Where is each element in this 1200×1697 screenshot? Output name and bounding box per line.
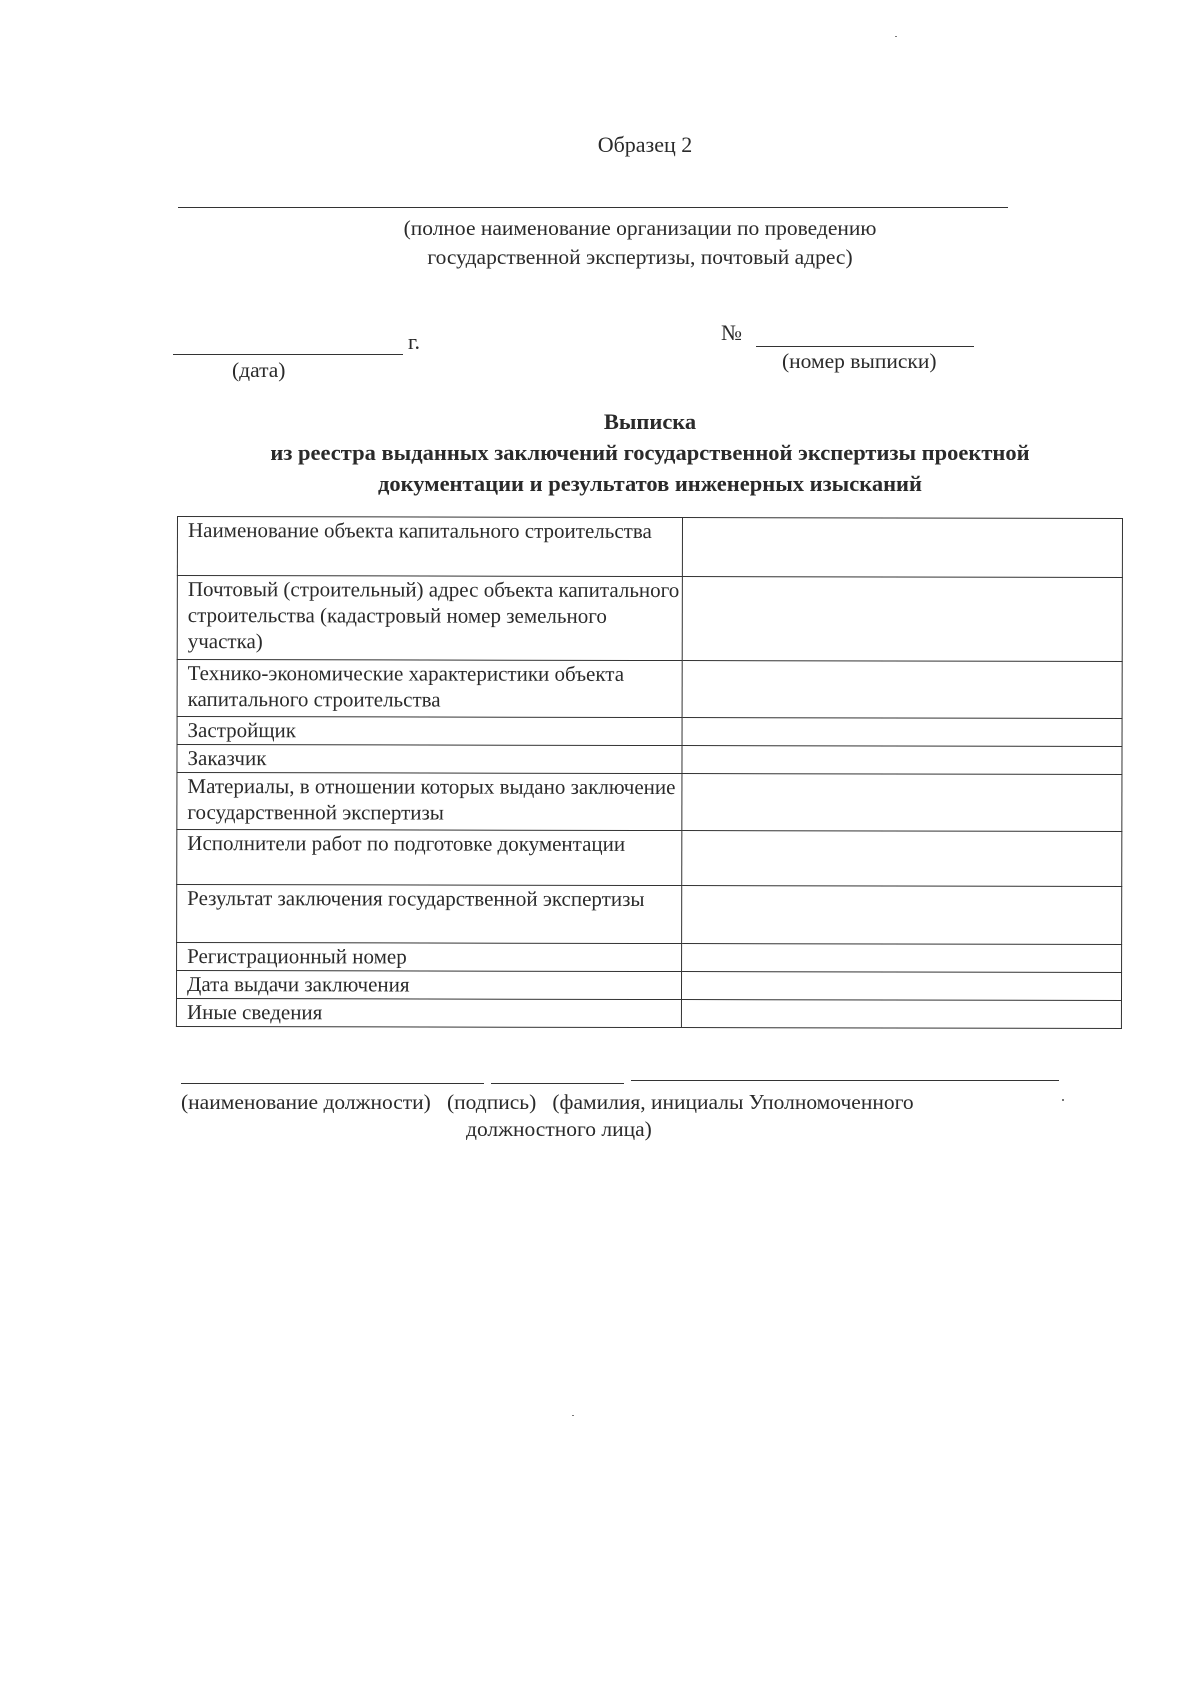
position-caption: (наименование должности) <box>181 1090 431 1114</box>
row-label: Заказчик <box>177 745 682 774</box>
org-caption-line2: государственной экспертизы, почтовый адрес) <box>427 245 853 269</box>
row-value <box>682 831 1122 887</box>
name-caption: (фамилия, инициалы Уполномоченного <box>552 1090 914 1114</box>
scan-speck <box>572 1415 574 1416</box>
row-value <box>682 774 1122 832</box>
table-row <box>177 773 1122 832</box>
name-signature-line <box>631 1080 1059 1081</box>
table-row <box>177 745 1122 775</box>
table-row <box>177 717 1122 747</box>
row-label: Дата выдачи заключения <box>176 971 681 1000</box>
row-value <box>682 577 1122 662</box>
row-value <box>682 746 1122 775</box>
name-caption-line2: должностного лица) <box>466 1117 652 1141</box>
row-value <box>682 886 1122 945</box>
row-label: Материалы, в отношении которых выдано заключение государственной экспертизы <box>177 773 682 831</box>
signature-captions <box>181 1088 1081 1116</box>
table-row <box>177 660 1122 719</box>
org-name-line <box>178 207 1008 208</box>
row-value <box>682 944 1122 973</box>
table-row <box>177 885 1122 945</box>
registry-table <box>176 516 1123 1029</box>
row-label: Регистрационный номер <box>177 943 682 972</box>
table-row <box>177 830 1122 887</box>
table-row <box>177 576 1122 662</box>
org-caption <box>330 214 950 272</box>
number-line <box>756 346 974 347</box>
number-prefix: № <box>721 320 742 345</box>
row-value <box>682 661 1122 719</box>
row-value <box>682 1000 1122 1029</box>
table-row <box>176 999 1121 1029</box>
scan-speck <box>1062 1099 1064 1101</box>
row-label: Технико-экономические характеристики объекта капитального строительства <box>177 660 682 718</box>
table-row <box>177 517 1122 578</box>
row-value <box>682 972 1122 1001</box>
heading-subtitle-line2: документации и результатов инженерных изысканий <box>378 471 922 496</box>
date-suffix: г. <box>408 329 421 354</box>
heading-subtitle-line1: из реестра выданных заключений государственной экспертизы проектной <box>270 440 1030 465</box>
row-label: Почтовый (строительный) адрес объекта капитального строительства (кадастровый номер земельного участка) <box>177 576 682 661</box>
number-caption: (номер выписки) <box>782 349 937 373</box>
signature-line <box>491 1083 624 1084</box>
row-value <box>683 518 1123 578</box>
row-label: Исполнители работ по подготовке документации <box>177 830 682 886</box>
table-row <box>177 943 1122 973</box>
row-value <box>682 718 1122 747</box>
row-label: Наименование объекта капитального строительства <box>177 517 682 577</box>
table-row <box>176 971 1121 1001</box>
date-caption: (дата) <box>232 358 286 382</box>
date-line <box>173 354 403 355</box>
org-caption-line1: (полное наименование организации по проведению <box>403 216 877 240</box>
document-heading <box>200 406 1100 499</box>
row-label: Застройщик <box>177 717 682 746</box>
heading-title: Выписка <box>603 409 697 434</box>
row-label: Результат заключения государственной экспертизы <box>177 885 682 944</box>
signature-caption: (подпись) <box>446 1090 537 1114</box>
position-signature-line <box>181 1083 484 1084</box>
row-label: Иные сведения <box>176 999 681 1028</box>
scan-speck <box>895 36 897 37</box>
sample-label: Образец 2 <box>597 132 693 157</box>
